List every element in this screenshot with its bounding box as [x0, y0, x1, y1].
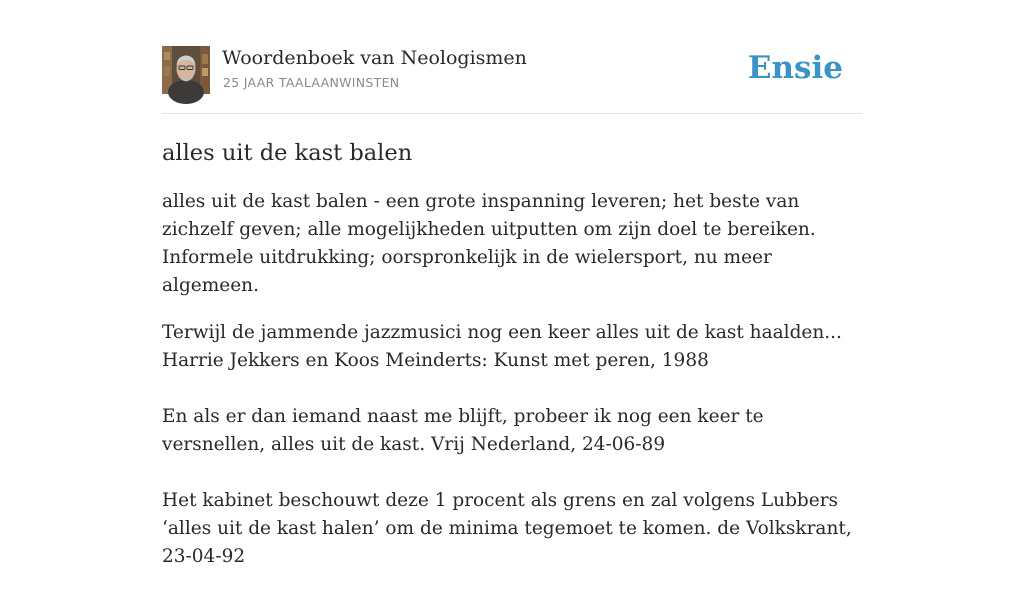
author-portrait-icon	[162, 46, 210, 94]
ensie-logo-link[interactable]: Ensie	[747, 50, 843, 86]
entry-definition: alles uit de kast balen - een grote inspanning leveren; het beste van zichzelf geven; alle mogelijkheden uitputten om zijn doel te bereiken. Informele uitdrukking; oorspronkelijk in de wielersport, nu meer algemeen.	[162, 191, 816, 296]
quote-list	[162, 319, 862, 571]
entry-title: alles uit de kast balen	[162, 140, 413, 166]
quote-item: Het kabinet beschouwt deze 1 procent als grens en zal volgens Lubbers ‘alles uit de kast halen’ om de minima tegemoet te komen. de Volkskrant, 23-04-92	[162, 490, 852, 567]
author-avatar[interactable]	[162, 46, 210, 94]
blog-title[interactable]: Woordenboek van Neologismen	[222, 47, 527, 69]
entry-article	[162, 137, 862, 599]
quote-item: En als er dan iemand naast me blijft, probeer ik nog een keer te versnellen, alles uit de kast. Vrij Nederland, 24-06-89	[162, 406, 764, 455]
quote-item: Terwijl de jammende jazzmusici nog een keer alles uit de kast haalden... Harrie Jekkers en Koos Meinderts: Kunst met peren, 1988	[162, 322, 842, 371]
site-header	[162, 46, 862, 114]
blog-subtitle: 25 JAAR TAALAANWINSTEN	[223, 75, 400, 90]
